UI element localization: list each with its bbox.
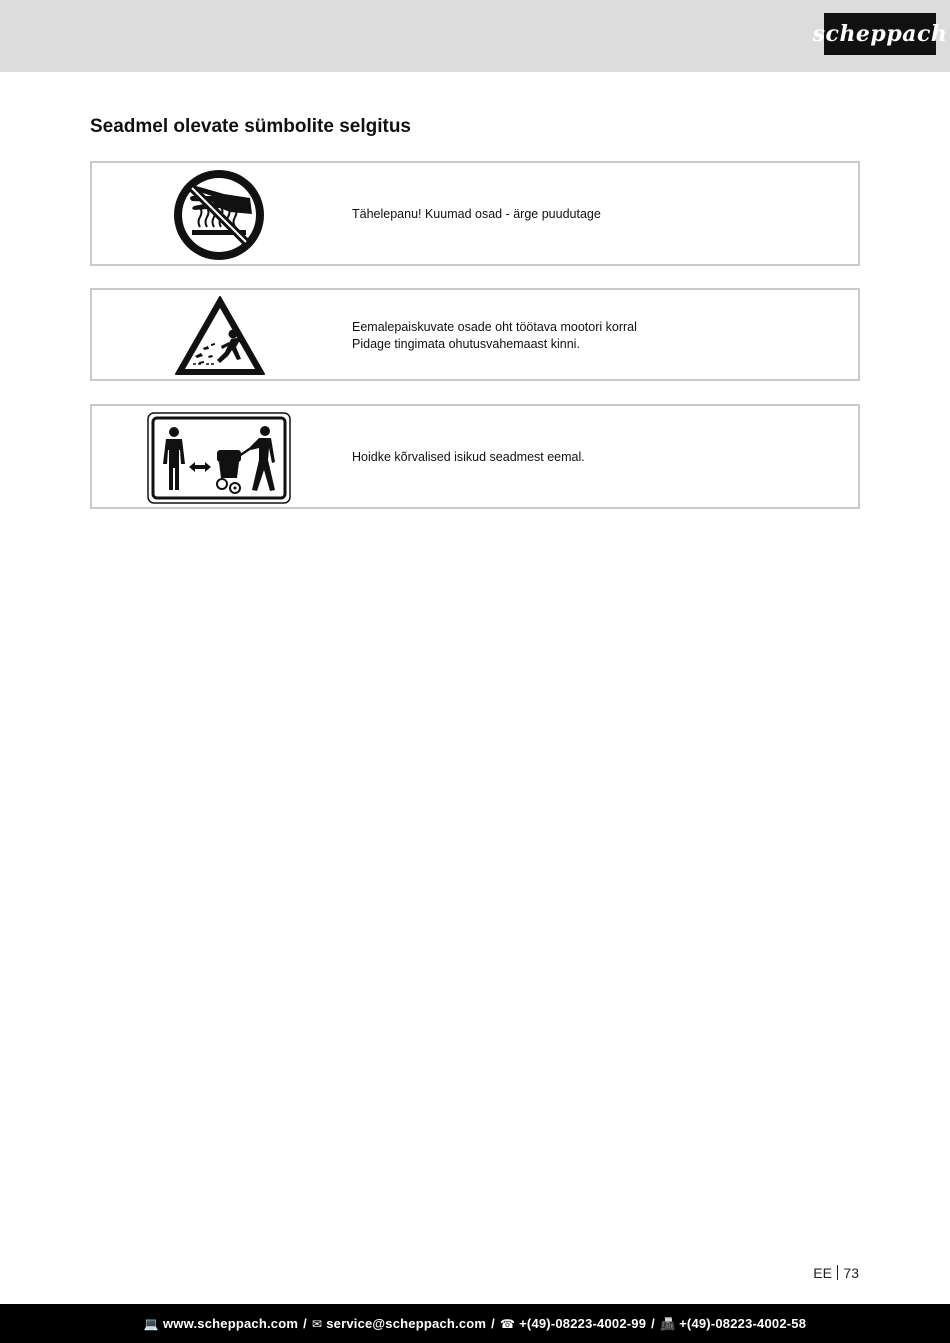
symbol-description: Pidage tingimata ohutusvahemaast kinni. bbox=[352, 337, 580, 351]
flying-parts-warning-icon bbox=[173, 294, 267, 378]
footer-bar bbox=[0, 1304, 950, 1343]
page-number bbox=[813, 1265, 859, 1281]
footer-separator: / bbox=[491, 1316, 495, 1331]
fax-icon: 📠 bbox=[659, 1316, 676, 1331]
symbol-description: Eemalepaiskuvate osade oht töötava mootori korral bbox=[352, 320, 637, 334]
footer-website[interactable]: www.scheppach.com bbox=[163, 1316, 299, 1331]
page-number-value: 73 bbox=[843, 1265, 859, 1281]
email-icon: ✉ bbox=[311, 1316, 323, 1331]
footer-phone: +(49)-08223-4002-99 bbox=[519, 1316, 647, 1331]
page-title: Seadmel olevate sümbolite selgitus bbox=[90, 116, 411, 137]
footer-separator: / bbox=[651, 1316, 655, 1331]
page-number-divider bbox=[837, 1265, 839, 1280]
footer-separator: / bbox=[303, 1316, 307, 1331]
symbol-description: Hoidke kõrvalised isikud seadmest eemal. bbox=[352, 450, 585, 464]
phone-icon: ☎ bbox=[499, 1316, 516, 1331]
symbol-row-flying-parts bbox=[90, 288, 860, 381]
page-language: EE bbox=[813, 1265, 832, 1281]
footer-email[interactable]: service@scheppach.com bbox=[326, 1316, 487, 1331]
brand-logo-text: scheppach bbox=[812, 21, 948, 47]
brand-logo bbox=[812, 13, 948, 55]
computer-icon: 💻 bbox=[143, 1316, 159, 1331]
footer-fax: +(49)-08223-4002-58 bbox=[679, 1316, 807, 1331]
keep-bystanders-away-icon bbox=[147, 412, 291, 504]
symbol-row-bystanders bbox=[90, 404, 860, 509]
no-touch-hot-surface-icon bbox=[172, 168, 266, 262]
symbol-row-hot-surface bbox=[90, 161, 860, 266]
symbol-description: Tähelepanu! Kuumad osad - ärge puudutage bbox=[352, 207, 601, 221]
header-bar bbox=[0, 0, 950, 72]
